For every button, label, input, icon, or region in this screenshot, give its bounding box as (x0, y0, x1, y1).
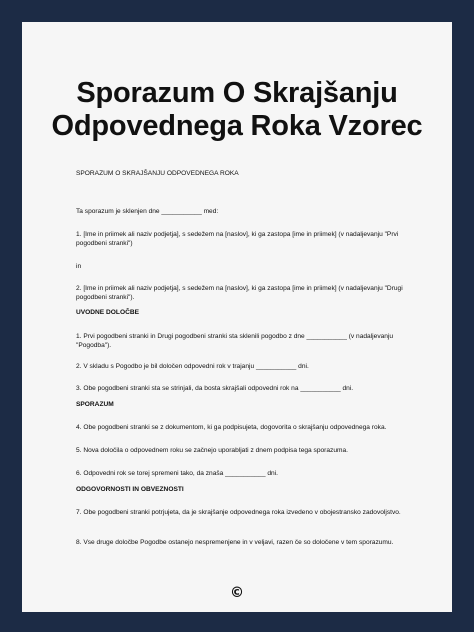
clause-8: 8. Vse druge določbe Pogodbe ostanejo nespremenjene in v veljavi, razen če so določene v tem sporazumu. (76, 539, 394, 546)
clause-3: 3. Obe pogodbeni stranki sta se strinjali, da bosta skrajšali odpovedni rok na ___________ dni. (76, 385, 354, 392)
section-heading-introductory-provisions: UVODNE DOLOČBE (76, 309, 140, 316)
clause-5: 5. Nova določila o odpovednem roku se začnejo uporabljati z dnem podpisa tega sporazuma. (76, 447, 348, 454)
document-heading: SPORAZUM O SKRAJŠANJU ODPOVEDNEGA ROKA (76, 170, 239, 177)
page-title-line-2: Odpovednega Roka Vzorec (51, 110, 423, 142)
clause-2: 2. V skladu s Pogodbo je bil določen odpovedni rok v trajanju ___________ dni. (76, 363, 309, 370)
document-page (22, 22, 452, 612)
party-2-paragraph: 2. [Ime in priimek ali naziv podjetja], s sedežem na [naslov], ki ga zastopa [ime in priimek] (v nadaljevanju "Drugi pogodbeni stranki"). (76, 285, 403, 301)
page-title (22, 77, 452, 143)
clause-4: 4. Obe pogodbeni stranki se z dokumentom, ki ga podpisujeta, dogovorita o skrajšanju odpovednega roka. (76, 424, 387, 431)
copyright-icon: © (230, 585, 244, 601)
section-heading-agreement: SPORAZUM (76, 401, 114, 408)
party-1-paragraph: 1. [Ime in priimek ali naziv podjetja], s sedežem na [naslov], ki ga zastopa [ime in priimek] (v nadaljevanju "Prvi pogodbeni stranki") (76, 231, 399, 247)
clause-6: 6. Odpovedni rok se torej spremeni tako, da znaša ___________ dni. (76, 470, 278, 477)
intro-paragraph: Ta sporazum je sklenjen dne ___________ med: (76, 208, 219, 215)
conjunction-text: in (76, 263, 82, 270)
clause-1: 1. Prvi pogodbeni stranki in Drugi pogodbeni stranki sta sklenili pogodbo z dne ___________ (v nadaljevanju "Pogodba"). (76, 333, 394, 349)
clause-7: 7. Obe pogodbeni stranki potrjujeta, da je skrajšanje odpovednega roka izvedeno v obojestransko zadovoljstvo. (76, 509, 401, 516)
page-title-line-1: Sporazum O Skrajšanju (76, 77, 398, 109)
section-heading-responsibilities: ODGOVORNOSTI IN OBVEZNOSTI (76, 486, 184, 493)
